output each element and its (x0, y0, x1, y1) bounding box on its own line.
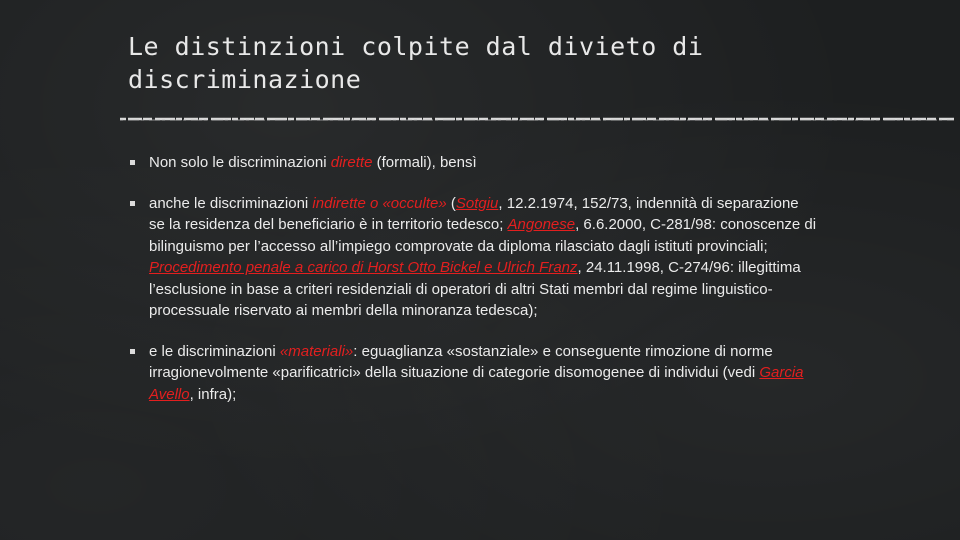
highlight-text: indirette o «occulte» (312, 194, 447, 212)
case-link-sotgiu[interactable]: Sotgiu (455, 194, 499, 212)
bullet-icon (130, 160, 135, 165)
text: e le discriminazioni (149, 342, 280, 360)
slide-title: Le distinzioni colpite dal divieto di discriminazione (128, 32, 704, 94)
text: (formali), bensì (372, 154, 477, 171)
text: Non solo le discriminazioni (149, 154, 331, 171)
list-item (128, 152, 818, 174)
list-item (128, 193, 818, 322)
text: , infra); (189, 385, 237, 403)
text: , 24.11.1998, C-274/96: illegittima l’esclusione in base a criteri residenziali di operatori di altri Stati membri dal regime linguistico-processuale riservato ai membri della minoranza tedesca); (149, 259, 801, 319)
title-underline (120, 116, 954, 122)
text: ( (446, 194, 456, 212)
bullet-list (128, 152, 818, 424)
list-item (128, 341, 818, 406)
bullet-icon (130, 349, 135, 354)
text: : eguaglianza «sostanziale» e conseguente rimozione di norme irragionevolmente «parificatrici» della situazione di categorie disomogenee di individui (vedi (149, 342, 773, 381)
highlight-text: dirette (330, 154, 373, 171)
text: anche le discriminazioni (149, 194, 313, 212)
highlight-text: «materiali» (279, 342, 354, 360)
case-link-garcia-avello[interactable]: Garcia Avello (149, 364, 804, 403)
text: , 6.6.2000, C-281/98: conoscenze di bilinguismo per l’accesso all’impiego comprovate da diploma rilasciato dagli istituti provinciali; (149, 216, 817, 255)
case-link-angonese[interactable]: Angonese (507, 216, 576, 233)
bullet-icon (130, 201, 135, 206)
text: , 12.2.1974, 152/73, indennità di separazione se la residenza del beneficiario è in territorio tedesco; (149, 194, 799, 233)
case-link-bickel-franz[interactable]: Procedimento penale a carico di Horst Otto Bickel e Ulrich Franz (149, 259, 578, 276)
